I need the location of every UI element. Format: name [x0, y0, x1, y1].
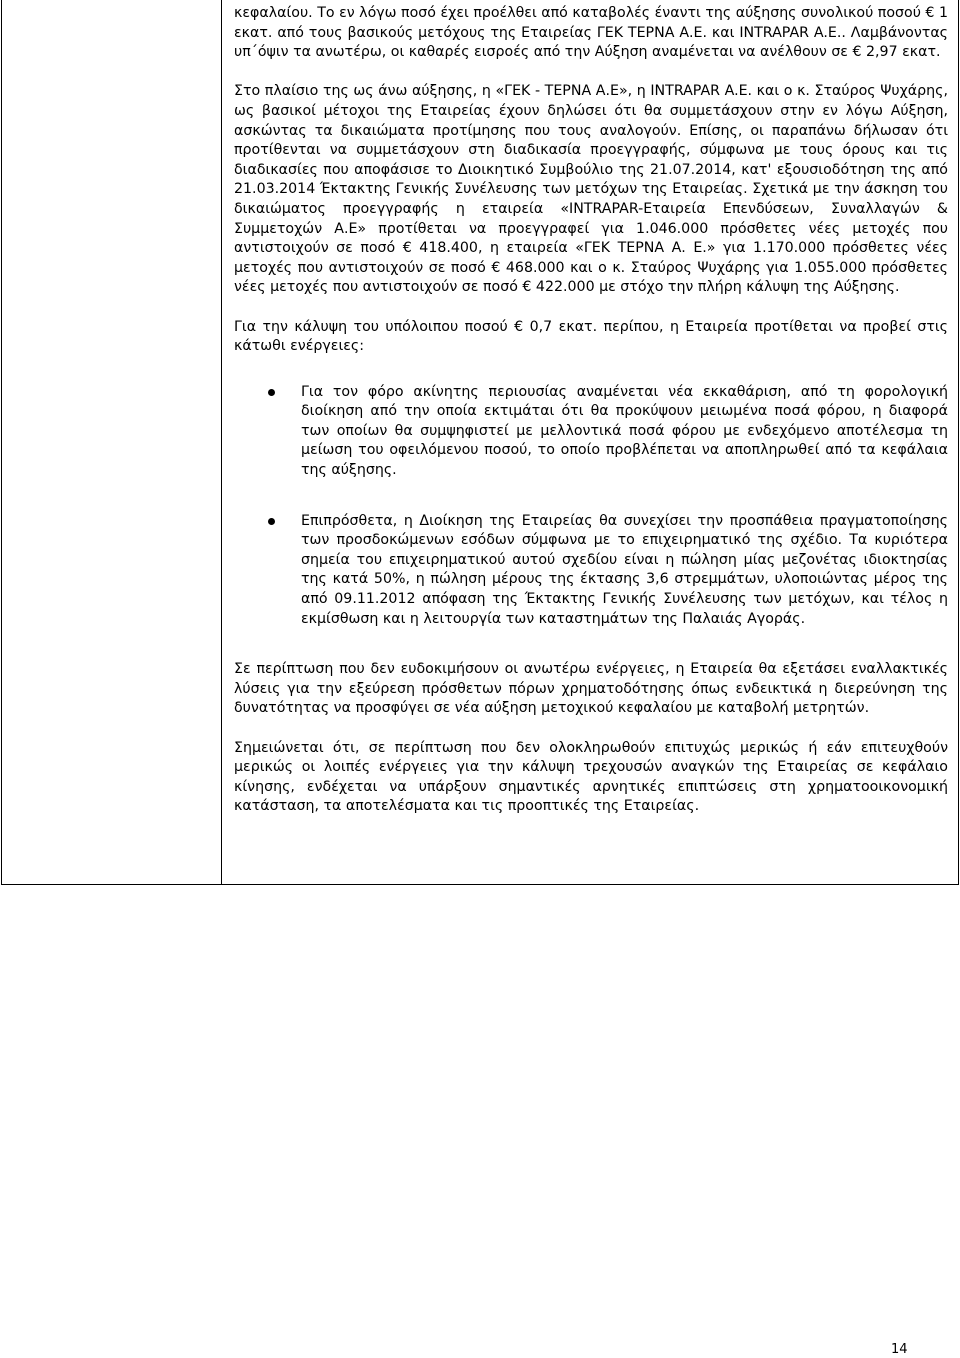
list-item-text: Επιπρόσθετα, η Διοίκηση της Εταιρείας θα συνεχίσει την προσπάθεια πραγματοποίησης των προσδοκώμενων εσόδων σύμφωνα με το επιχειρηματικό της σχέδιο. Τα κυριότερα σημεία του επιχειρηματικού αυτού σχεδίου είναι η πώληση μίας μεζονέτας ιδιοκτησίας της κατά 50%, η πώληση μέρους της έκτασης 3,6 στρεμμάτων, υλοποιώντας μέρος της από 09.11.2012 απόφαση της Έκτακτης Γενικής Συνέλευσης των μετόχων, και τέλος η εκμίσθωση και η λειτουργία των καταστημάτων της Παλαιάς Αγοράς.: [301, 512, 948, 627]
document-body: [234, 4, 948, 817]
paragraph-alternative-solutions: Σε περίπτωση που δεν ευδοκιμήσουν οι ανωτέρω ενέργειες, η Εταιρεία θα εξετάσει εναλλακτικές λύσεις για την εξεύρεση πρόσθετων πόρων χρηματοδότησης όπως ενδεικτικά η διερεύνηση της δυνατότητας να προσφύγει σε νέα αύξηση μετοχικού κεφαλαίου με καταβολή μετρητών.: [234, 661, 948, 717]
list-item: [234, 383, 948, 481]
list-item-text: Για τον φόρο ακίνητης περιουσίας αναμένεται νέα εκκαθάριση, από τη φορολογική διοίκηση από την οποία εκτιμάται ότι θα προκύψουν μειωμένα ποσά φόρου, η διαφορά των οποίων θα συμψηφιστεί με μελλοντικά ποσά φόρου με ενδεχόμενο αποτέλεσμα τη μείωση του οφειλόμενου ποσού, το οποίο προβλέπεται να αποπληρωθεί από τα κεφάλαια της αύξησης.: [301, 383, 948, 479]
paragraph-shareholder-participation: Στο πλαίσιο της ως άνω αύξησης, η «ΓΕΚ - ΤΕΡΝΑ Α.Ε», η INTRAPAR A.E. και ο κ. Σταύρος Ψυχάρης, ως βασικοί μέτοχοι της Εταιρείας έχουν δηλώσει ότι θα συμμετάσχουν στην εν λόγω Αύξηση, ασκώντας τα δικαιώματα προτίμησης που τους αναλογούν. Επίσης, οι παραπάνω δήλωσαν ότι προτίθενται να συμμετάσχουν στη διαδικασία προεγγραφής, σύμφωνα με τους όρους και τις διαδικασίες που αποφάσισε το Διοικητικό Συμβούλιο της 21.07.2014, κατ' εξουσιοδότηση της από 21.03.2014 Έκτακτης Γενικής Συνέλευσης των μετόχων της Εταιρείας. Σχετικά με την άσκηση του δικαιώματος προεγγραφής η εταιρεία «INTRAPAR-Εταιρεία Επενδύσεων, Συναλλαγών & Συμμετοχών Α.Ε» προτίθεται να προεγγραφεί για 1.046.000 πρόσθετες νέες μετοχές που αντιστοιχούν σε ποσό € 418.400, η εταιρεία «ΓΕΚ ΤΕΡΝΑ Α. Ε.» για 1.170.000 πρόσθετες νέες μετοχές που αντιστοιχούν σε ποσό € 468.000 και ο κ. Σταύρος Ψυχάρης για 1.055.000 πρόσθετες νέες μετοχές που αντιστοιχούν σε ποσό € 422.000 με στόχο την πλήρη κάλυψη της Αύξησης.: [234, 83, 948, 296]
paragraph-remaining-coverage: Για την κάλυψη του υπόλοιπου ποσού € 0,7 εκατ. περίπου, η Εταιρεία προτίθεται να προβεί στις κάτωθι ενέργειες:: [234, 318, 948, 355]
paragraph-risk-note: Σημειώνεται ότι, σε περίπτωση που δεν ολοκληρωθούν επιτυχώς μερικώς ή εάν επιτευχθούν μερικώς οι λοιπές ενέργειες για την κάλυψη τρεχουσών αναγκών της Εταιρείας σε κεφάλαιο κίνησης, ενδέχεται να υπάρξουν σημαντικές αρνητικές επιπτώσεις στη χρηματοοικονομική κατάσταση, τα αποτελέσματα και τις προοπτικές της Εταιρείας.: [234, 739, 948, 815]
bullet-icon: [268, 518, 275, 525]
list-item: [234, 512, 948, 630]
actions-list: [234, 383, 948, 630]
page-number: 14: [891, 1342, 908, 1357]
bullet-icon: [268, 389, 275, 396]
column-divider: [221, 0, 222, 885]
paragraph-capital-inflows: κεφαλαίου. Το εν λόγω ποσό έχει προέλθει από καταβολές έναντι της αύξησης συνολικού ποσού € 1 εκατ. από τους βασικούς μετόχους της Εταιρείας ΓΕΚ ΤΕΡΝΑ Α.Ε. και INTRAPAR A.E.. Λαμβάνοντας υπ΄όψιν τα ανωτέρω, οι καθαρές εισροές από την Αύξηση αναμένεται να ανέλθουν σε € 2,97 εκατ.: [234, 5, 948, 61]
